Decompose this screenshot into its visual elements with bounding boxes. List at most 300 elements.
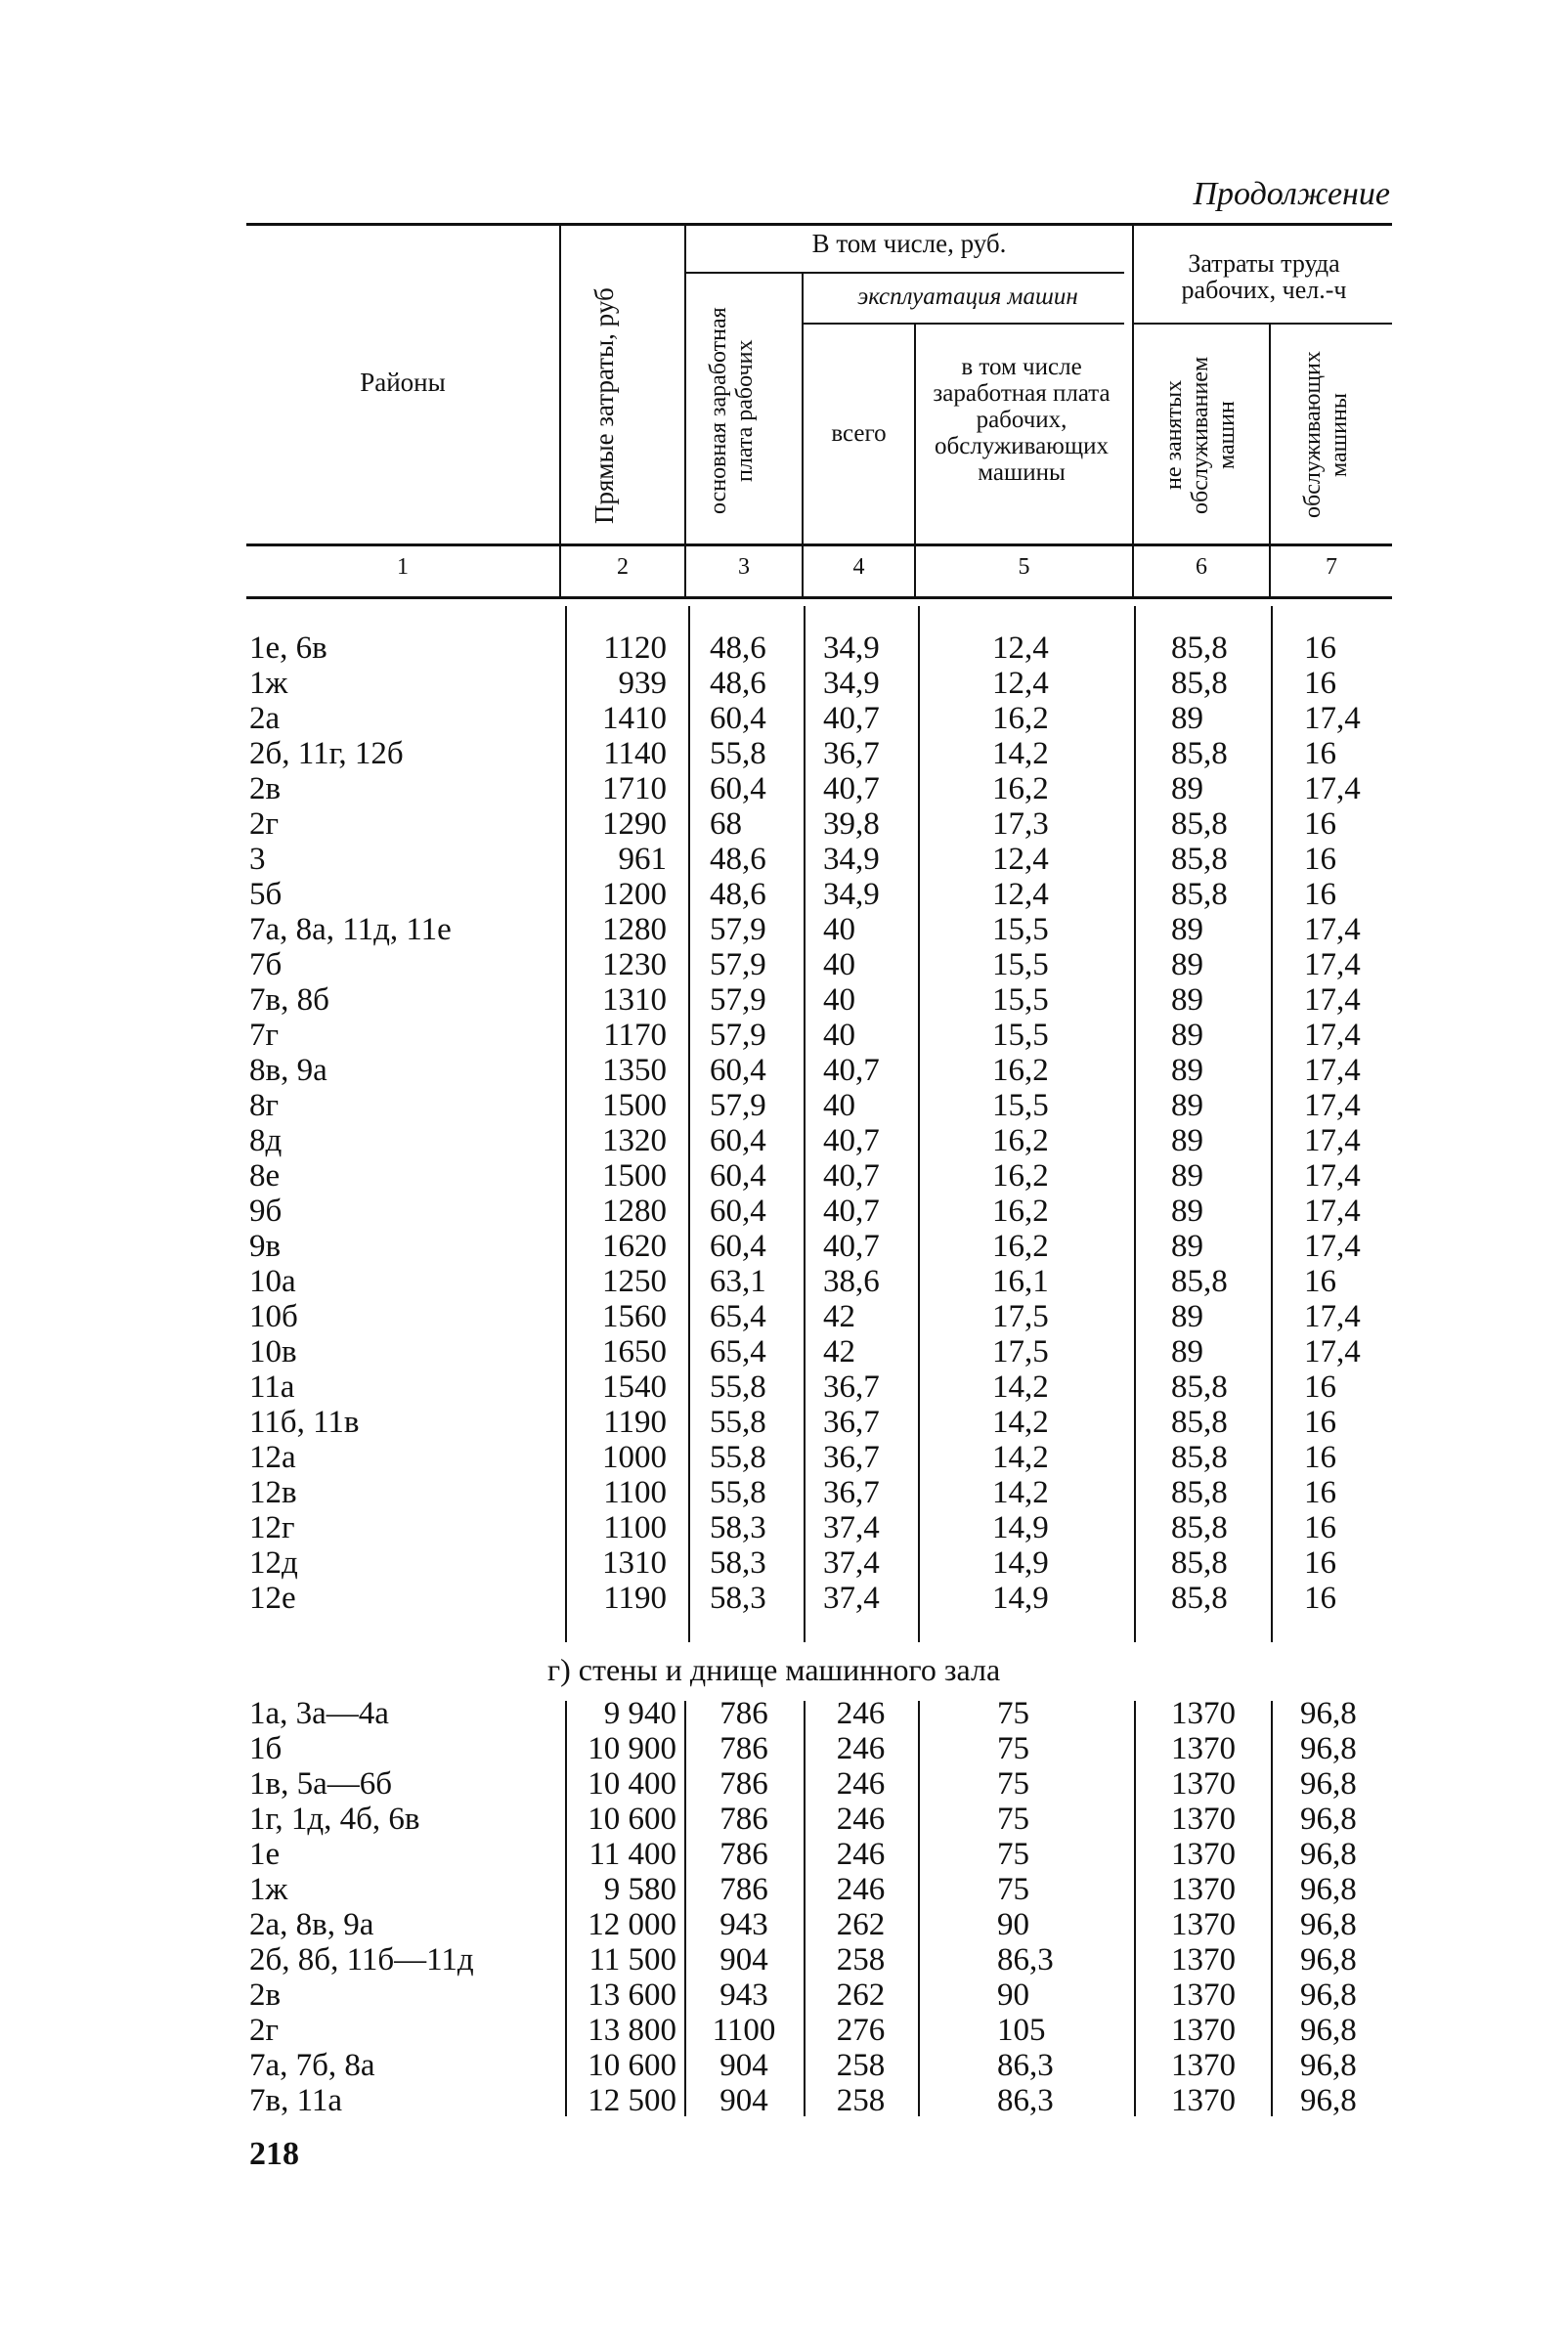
- header-bottom-rule: [246, 543, 1392, 546]
- cell-base-wages: 60,4: [710, 1158, 766, 1194]
- cell-machines-total: 36,7: [823, 1440, 880, 1475]
- cell-base-wages: 48,6: [710, 842, 766, 877]
- cell-direct-costs: 12 000: [588, 1907, 676, 1942]
- cell-district: 9б: [249, 1194, 283, 1229]
- cell-base-wages: 55,8: [710, 1369, 766, 1405]
- cell-labor-machines: 16: [1304, 1545, 1336, 1581]
- cell-machines-total: 276: [836, 2013, 886, 2048]
- cell-labor-machines: 16: [1304, 736, 1336, 771]
- cell-machines-total: 262: [836, 1978, 886, 2013]
- cell-labor-machines: 96,8: [1300, 1731, 1357, 1766]
- cell-labor-not-machines: 89: [1171, 1053, 1203, 1088]
- cell-machines-total: 40,7: [823, 701, 880, 736]
- cell-direct-costs: 1650: [602, 1334, 667, 1369]
- cell-direct-costs: 1350: [602, 1053, 667, 1088]
- cell-machines-total: 40,7: [823, 1229, 880, 1264]
- cell-labor-machines: 16: [1304, 806, 1336, 842]
- header-labor-not-machines: не занятых обслуживанием машин: [1161, 356, 1240, 514]
- cell-machines-total: 246: [836, 1766, 886, 1802]
- cell-machines-total: 37,4: [823, 1581, 880, 1616]
- cell-base-wages: 58,3: [710, 1545, 766, 1581]
- cell-machine-wages: 86,3: [997, 2083, 1054, 2118]
- cell-base-wages: 943: [719, 1978, 768, 2013]
- cell-labor-machines: 17,4: [1304, 1018, 1361, 1053]
- cell-district: 2а, 8в, 9а: [249, 1907, 374, 1942]
- cell-machines-total: 36,7: [823, 736, 880, 771]
- cell-base-wages: 904: [719, 2083, 768, 2118]
- cell-base-wages: 55,8: [710, 1440, 766, 1475]
- cell-machine-wages: 15,5: [992, 1088, 1049, 1123]
- cell-labor-not-machines: 89: [1171, 701, 1203, 736]
- cell-district: 2а: [249, 701, 281, 736]
- cell-direct-costs: 9 940: [603, 1696, 676, 1731]
- table-row: [0, 948, 1568, 982]
- cell-district: 8д: [249, 1123, 283, 1158]
- header-group-labor: Затраты труда рабочих, чел.-ч: [1181, 249, 1347, 304]
- cell-labor-not-machines: 85,8: [1171, 1369, 1228, 1405]
- cell-district: 10в: [249, 1334, 297, 1369]
- cell-machines-total: 34,9: [823, 666, 880, 701]
- cell-machine-wages: 16,2: [992, 1123, 1049, 1158]
- cell-labor-machines: 16: [1304, 877, 1336, 912]
- cell-direct-costs: 13 800: [588, 2013, 676, 2048]
- cell-direct-costs: 13 600: [588, 1978, 676, 2013]
- cell-district: 8е: [249, 1158, 281, 1194]
- cell-base-wages: 943: [719, 1907, 768, 1942]
- cell-direct-costs: 1200: [602, 877, 667, 912]
- cell-labor-machines: 96,8: [1300, 1942, 1357, 1978]
- table-row: [0, 772, 1568, 806]
- table-row: [0, 1476, 1568, 1510]
- cell-labor-machines: 96,8: [1300, 2013, 1357, 2048]
- cell-labor-not-machines: 85,8: [1171, 1264, 1228, 1299]
- cell-direct-costs: 1310: [602, 982, 667, 1018]
- cell-labor-not-machines: 89: [1171, 1088, 1203, 1123]
- cell-labor-not-machines: 85,8: [1171, 736, 1228, 771]
- table-row: [0, 1089, 1568, 1123]
- cell-labor-machines: 96,8: [1300, 1837, 1357, 1872]
- table-row: [0, 1908, 1568, 1942]
- cell-labor-machines: 16: [1304, 1264, 1336, 1299]
- cell-direct-costs: 10 600: [588, 1802, 676, 1837]
- table-row: [0, 2014, 1568, 2048]
- cell-machines-total: 38,6: [823, 1264, 880, 1299]
- cell-base-wages: 60,4: [710, 1123, 766, 1158]
- cell-labor-not-machines: 89: [1171, 1299, 1203, 1334]
- cell-base-wages: 57,9: [710, 947, 766, 982]
- cell-machines-total: 42: [823, 1334, 855, 1369]
- cell-district: 9в: [249, 1229, 282, 1264]
- cell-machines-total: 40: [823, 1088, 855, 1123]
- cell-district: 7г: [249, 1018, 280, 1053]
- cell-labor-not-machines: 1370: [1171, 2083, 1236, 2118]
- cell-direct-costs: 1540: [602, 1369, 667, 1405]
- table-row: [0, 1159, 1568, 1194]
- cell-machines-total: 40: [823, 912, 855, 947]
- cell-base-wages: 57,9: [710, 1018, 766, 1053]
- cell-machine-wages: 14,9: [992, 1510, 1049, 1545]
- continuation-label: Продолжение: [1193, 176, 1390, 212]
- cell-machine-wages: 17,5: [992, 1299, 1049, 1334]
- cell-machine-wages: 14,2: [992, 1405, 1049, 1440]
- table-row: [0, 1978, 1568, 2013]
- cell-base-wages: 786: [719, 1802, 768, 1837]
- cell-labor-machines: 16: [1304, 842, 1336, 877]
- cell-district: 2б, 8б, 11б—11д: [249, 1942, 474, 1978]
- table-row: [0, 1300, 1568, 1334]
- header-top-rule: [246, 223, 1392, 226]
- table-row: [0, 737, 1568, 771]
- cell-machines-total: 246: [836, 1837, 886, 1872]
- table-row: [0, 1406, 1568, 1440]
- cell-base-wages: 48,6: [710, 877, 766, 912]
- cell-machine-wages: 12,4: [992, 666, 1049, 701]
- cell-machine-wages: 15,5: [992, 1018, 1049, 1053]
- cell-district: 12в: [249, 1475, 297, 1510]
- cell-labor-not-machines: 1370: [1171, 1942, 1236, 1978]
- cell-district: 2г: [249, 806, 280, 842]
- cell-machine-wages: 12,4: [992, 877, 1049, 912]
- cell-direct-costs: 1190: [603, 1581, 667, 1616]
- cell-labor-machines: 96,8: [1300, 1978, 1357, 2013]
- cell-labor-machines: 17,4: [1304, 1158, 1361, 1194]
- cell-direct-costs: 10 900: [588, 1731, 676, 1766]
- header-base-wages: основная заработная плата рабочих: [706, 307, 758, 514]
- cell-labor-not-machines: 85,8: [1171, 1581, 1228, 1616]
- table-row: [0, 843, 1568, 877]
- table-row: [0, 1732, 1568, 1766]
- cell-direct-costs: 10 400: [588, 1766, 676, 1802]
- cell-labor-not-machines: 85,8: [1171, 1475, 1228, 1510]
- table-row: [0, 1582, 1568, 1616]
- table-row: [0, 983, 1568, 1018]
- cell-machines-total: 40,7: [823, 771, 880, 806]
- cell-district: 8в, 9а: [249, 1053, 327, 1088]
- table-row: [0, 878, 1568, 912]
- cell-labor-machines: 17,4: [1304, 701, 1361, 736]
- cell-labor-machines: 17,4: [1304, 771, 1361, 806]
- cell-base-wages: 786: [719, 1766, 768, 1802]
- cell-district: 1ж: [249, 1872, 288, 1907]
- cell-base-wages: 786: [719, 1731, 768, 1766]
- column-number-7: 7: [1326, 554, 1337, 580]
- cell-labor-machines: 16: [1304, 1581, 1336, 1616]
- cell-machine-wages: 16,2: [992, 701, 1049, 736]
- header-group-money: В том числе, руб.: [811, 229, 1007, 258]
- cell-district: 5б: [249, 877, 283, 912]
- cell-machines-total: 37,4: [823, 1545, 880, 1581]
- cell-labor-machines: 17,4: [1304, 1088, 1361, 1123]
- column-number-4: 4: [852, 554, 865, 580]
- table-row: [0, 1511, 1568, 1545]
- cell-direct-costs: 12 500: [588, 2083, 676, 2118]
- cell-district: 10а: [249, 1264, 296, 1299]
- cell-machine-wages: 75: [997, 1731, 1029, 1766]
- header-labor-machines: обслуживающих машины: [1300, 351, 1352, 519]
- cell-base-wages: 57,9: [710, 1088, 766, 1123]
- cell-machine-wages: 75: [997, 1837, 1029, 1872]
- cell-base-wages: 786: [719, 1837, 768, 1872]
- cell-base-wages: 786: [719, 1696, 768, 1731]
- table-row: [0, 667, 1568, 701]
- cell-direct-costs: 1410: [602, 701, 667, 736]
- cell-base-wages: 57,9: [710, 912, 766, 947]
- cell-machines-total: 40,7: [823, 1158, 880, 1194]
- cell-direct-costs: 1120: [603, 630, 667, 666]
- table-row: [0, 1767, 1568, 1802]
- cell-base-wages: 1100: [712, 2013, 776, 2048]
- cell-district: 2в: [249, 771, 282, 806]
- cell-base-wages: 904: [719, 2048, 768, 2083]
- cell-labor-machines: 16: [1304, 1440, 1336, 1475]
- column-number-6: 6: [1196, 554, 1207, 580]
- table-row: [0, 1370, 1568, 1405]
- cell-district: 7а, 8а, 11д, 11е: [249, 912, 452, 947]
- cell-machines-total: 36,7: [823, 1369, 880, 1405]
- cell-district: 7в, 11а: [249, 2083, 343, 2118]
- cell-base-wages: 48,6: [710, 630, 766, 666]
- cell-district: 1е, 6в: [249, 630, 327, 666]
- cell-machines-total: 258: [836, 2083, 886, 2118]
- cell-base-wages: 58,3: [710, 1581, 766, 1616]
- cell-machine-wages: 14,2: [992, 1369, 1049, 1405]
- cell-base-wages: 60,4: [710, 1229, 766, 1264]
- cell-labor-not-machines: 1370: [1171, 1978, 1236, 2013]
- cell-direct-costs: 10 600: [588, 2048, 676, 2083]
- cell-direct-costs: 1320: [602, 1123, 667, 1158]
- table-row: [0, 2049, 1568, 2083]
- cell-direct-costs: 1500: [602, 1088, 667, 1123]
- column-number-2: 2: [617, 554, 629, 580]
- table-row: [0, 631, 1568, 666]
- cell-machines-total: 40: [823, 982, 855, 1018]
- cell-labor-machines: 17,4: [1304, 1194, 1361, 1229]
- cell-direct-costs: 1500: [602, 1158, 667, 1194]
- table-row: [0, 1335, 1568, 1369]
- cell-labor-not-machines: 85,8: [1171, 877, 1228, 912]
- cell-machines-total: 34,9: [823, 630, 880, 666]
- cell-machine-wages: 14,2: [992, 1440, 1049, 1475]
- cell-direct-costs: 9 580: [603, 1872, 676, 1907]
- cell-machine-wages: 75: [997, 1802, 1029, 1837]
- cell-district: 1ж: [249, 666, 288, 701]
- header-vrule-1: [559, 225, 561, 598]
- cell-district: 7в, 8б: [249, 982, 329, 1018]
- cell-machine-wages: 86,3: [997, 2048, 1054, 2083]
- table-row: [0, 913, 1568, 947]
- cell-base-wages: 55,8: [710, 1475, 766, 1510]
- page-number: 218: [249, 2136, 299, 2172]
- cell-labor-not-machines: 1370: [1171, 1731, 1236, 1766]
- header-districts: Районы: [360, 368, 446, 397]
- cell-base-wages: 904: [719, 1942, 768, 1978]
- cell-direct-costs: 1560: [602, 1299, 667, 1334]
- cell-direct-costs: 1310: [602, 1545, 667, 1581]
- cell-district: 11а: [249, 1369, 295, 1405]
- table-row: [0, 1195, 1568, 1229]
- cell-machine-wages: 75: [997, 1696, 1029, 1731]
- cell-labor-not-machines: 89: [1171, 912, 1203, 947]
- cell-labor-machines: 96,8: [1300, 1872, 1357, 1907]
- cell-machine-wages: 16,2: [992, 771, 1049, 806]
- cell-machine-wages: 16,1: [992, 1264, 1049, 1299]
- cell-machine-wages: 90: [997, 1978, 1029, 2013]
- cell-machine-wages: 15,5: [992, 982, 1049, 1018]
- cell-district: 7б: [249, 947, 283, 982]
- cell-base-wages: 55,8: [710, 736, 766, 771]
- cell-machines-total: 258: [836, 1942, 886, 1978]
- table-row: [0, 1943, 1568, 1978]
- cell-machine-wages: 12,4: [992, 842, 1049, 877]
- cell-labor-not-machines: 1370: [1171, 1766, 1236, 1802]
- cell-direct-costs: 1280: [602, 912, 667, 947]
- cell-labor-not-machines: 85,8: [1171, 666, 1228, 701]
- cell-machines-total: 36,7: [823, 1475, 880, 1510]
- cell-base-wages: 60,4: [710, 701, 766, 736]
- table-row: [0, 1230, 1568, 1264]
- column-number-3: 3: [738, 554, 750, 580]
- cell-direct-costs: 961: [618, 842, 667, 877]
- cell-labor-machines: 17,4: [1304, 1334, 1361, 1369]
- cell-base-wages: 65,4: [710, 1299, 766, 1334]
- cell-direct-costs: 11 400: [588, 1837, 676, 1872]
- cell-direct-costs: 1710: [602, 771, 667, 806]
- cell-direct-costs: 1100: [603, 1475, 667, 1510]
- cell-district: 1е: [249, 1837, 281, 1872]
- cell-base-wages: 65,4: [710, 1334, 766, 1369]
- cell-district: 1б: [249, 1731, 283, 1766]
- cell-direct-costs: 1280: [602, 1194, 667, 1229]
- table-row: [0, 1019, 1568, 1053]
- header-group-machines: эксплуатация машин: [857, 283, 1078, 310]
- cell-district: 1г, 1д, 4б, 6в: [249, 1802, 420, 1837]
- cell-machines-total: 34,9: [823, 842, 880, 877]
- cell-district: 12е: [249, 1581, 296, 1616]
- cell-district: 2г: [249, 2013, 280, 2048]
- header-vrule-5: [1132, 225, 1134, 598]
- cell-labor-not-machines: 89: [1171, 1018, 1203, 1053]
- cell-machines-total: 40,7: [823, 1123, 880, 1158]
- cell-labor-machines: 16: [1304, 666, 1336, 701]
- cell-machine-wages: 14,2: [992, 736, 1049, 771]
- cell-direct-costs: 1250: [602, 1264, 667, 1299]
- cell-machine-wages: 75: [997, 1872, 1029, 1907]
- header-group-rule: [686, 272, 1124, 274]
- header-labor-rule: [1134, 323, 1392, 325]
- cell-machine-wages: 15,5: [992, 947, 1049, 982]
- table-row: [0, 1873, 1568, 1907]
- cell-machines-total: 37,4: [823, 1510, 880, 1545]
- cell-direct-costs: 1170: [603, 1018, 667, 1053]
- cell-machines-total: 246: [836, 1872, 886, 1907]
- cell-base-wages: 60,4: [710, 1194, 766, 1229]
- cell-direct-costs: 1000: [602, 1440, 667, 1475]
- cell-machines-total: 258: [836, 2048, 886, 2083]
- cell-labor-not-machines: 89: [1171, 947, 1203, 982]
- header-machines-rule: [804, 323, 1124, 325]
- cell-labor-machines: 17,4: [1304, 982, 1361, 1018]
- header-machine-wages: в том числе заработная плата рабочих, обслуживающих машины: [933, 354, 1111, 486]
- cell-district: 2б, 11г, 12б: [249, 736, 404, 771]
- cell-machines-total: 36,7: [823, 1405, 880, 1440]
- cell-district: 2в: [249, 1978, 282, 2013]
- cell-labor-not-machines: 89: [1171, 1229, 1203, 1264]
- cell-base-wages: 63,1: [710, 1264, 766, 1299]
- cell-machine-wages: 17,5: [992, 1334, 1049, 1369]
- numbers-bottom-rule: [246, 596, 1392, 599]
- cell-machine-wages: 16,2: [992, 1229, 1049, 1264]
- cell-labor-not-machines: 85,8: [1171, 630, 1228, 666]
- cell-machine-wages: 16,2: [992, 1194, 1049, 1229]
- cell-machines-total: 34,9: [823, 877, 880, 912]
- cell-labor-not-machines: 89: [1171, 982, 1203, 1018]
- cell-labor-not-machines: 89: [1171, 1334, 1203, 1369]
- cell-labor-not-machines: 89: [1171, 1158, 1203, 1194]
- cell-machine-wages: 14,9: [992, 1581, 1049, 1616]
- cell-machine-wages: 14,2: [992, 1475, 1049, 1510]
- cell-district: 3: [249, 842, 266, 877]
- cell-labor-not-machines: 85,8: [1171, 1510, 1228, 1545]
- cell-labor-machines: 17,4: [1304, 1229, 1361, 1264]
- cell-machine-wages: 86,3: [997, 1942, 1054, 1978]
- cell-machines-total: 42: [823, 1299, 855, 1334]
- cell-labor-not-machines: 1370: [1171, 2048, 1236, 2083]
- cell-labor-not-machines: 85,8: [1171, 842, 1228, 877]
- cell-labor-not-machines: 85,8: [1171, 1545, 1228, 1581]
- cell-machines-total: 246: [836, 1696, 886, 1731]
- section-title: г) стены и днище машинного зала: [547, 1652, 1001, 1687]
- cell-district: 1в, 5а—6б: [249, 1766, 393, 1802]
- cell-labor-machines: 16: [1304, 1510, 1336, 1545]
- cell-labor-machines: 17,4: [1304, 1299, 1361, 1334]
- cell-labor-not-machines: 89: [1171, 1194, 1203, 1229]
- cell-labor-not-machines: 1370: [1171, 1696, 1236, 1731]
- table-row: [0, 1124, 1568, 1158]
- cell-machines-total: 246: [836, 1802, 886, 1837]
- header-machines-total: всего: [831, 420, 887, 447]
- cell-district: 12д: [249, 1545, 298, 1581]
- cell-labor-machines: 96,8: [1300, 1696, 1357, 1731]
- column-number-5: 5: [1018, 554, 1030, 580]
- cell-direct-costs: 939: [618, 666, 667, 701]
- table-row: [0, 1265, 1568, 1299]
- cell-labor-machines: 16: [1304, 1405, 1336, 1440]
- cell-machines-total: 246: [836, 1731, 886, 1766]
- table-row: [0, 1546, 1568, 1581]
- cell-base-wages: 55,8: [710, 1405, 766, 1440]
- cell-labor-machines: 96,8: [1300, 2048, 1357, 2083]
- cell-labor-machines: 16: [1304, 1475, 1336, 1510]
- cell-labor-not-machines: 85,8: [1171, 1405, 1228, 1440]
- cell-labor-machines: 17,4: [1304, 947, 1361, 982]
- cell-labor-machines: 17,4: [1304, 1053, 1361, 1088]
- cell-machines-total: 40: [823, 947, 855, 982]
- cell-machine-wages: 90: [997, 1907, 1029, 1942]
- cell-labor-machines: 96,8: [1300, 1907, 1357, 1942]
- table-row: [0, 807, 1568, 842]
- header-direct-costs: Прямые затраты, руб: [589, 287, 619, 524]
- cell-machine-wages: 105: [997, 2013, 1046, 2048]
- cell-direct-costs: 1140: [603, 736, 667, 771]
- cell-machine-wages: 15,5: [992, 912, 1049, 947]
- table-row: [0, 1803, 1568, 1837]
- cell-labor-machines: 16: [1304, 630, 1336, 666]
- column-number-1: 1: [397, 554, 409, 580]
- cell-district: 12а: [249, 1440, 296, 1475]
- cell-base-wages: 60,4: [710, 1053, 766, 1088]
- cell-base-wages: 786: [719, 1872, 768, 1907]
- cell-machine-wages: 14,9: [992, 1545, 1049, 1581]
